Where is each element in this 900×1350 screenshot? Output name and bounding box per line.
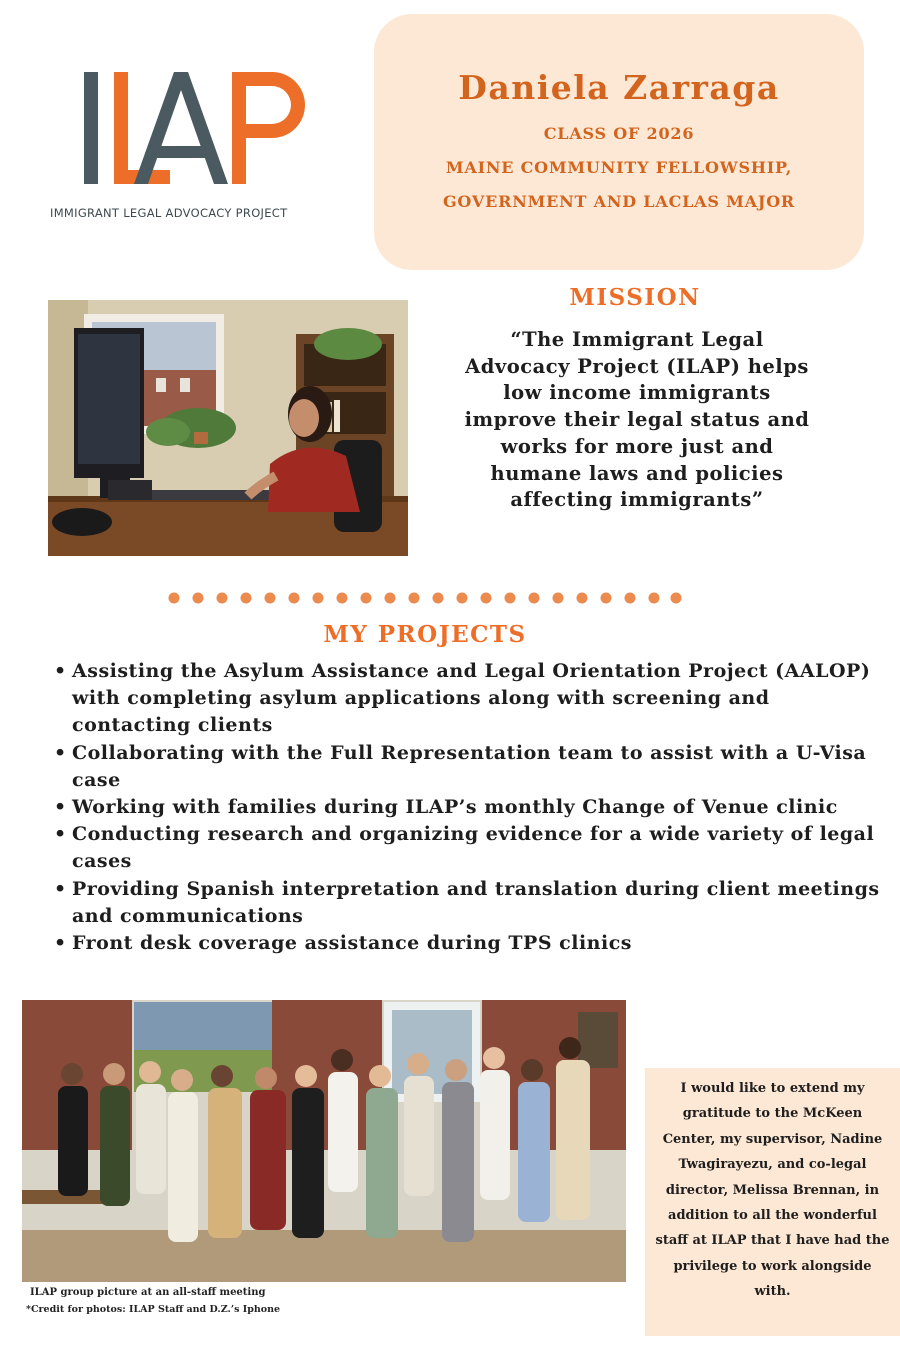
- project-item: • Conducting research and organizing evidence for a wide variety of legal cases: [50, 821, 880, 875]
- group-photo: [22, 1000, 626, 1282]
- project-item: • Collaborating with the Full Representation team to assist with a U-Visa case: [50, 740, 880, 794]
- projects-heading: MY PROJECTS: [323, 621, 527, 648]
- logo-subtitle: IMMIGRANT LEGAL ADVOCACY PROJECT: [50, 206, 288, 220]
- mission-heading: MISSION: [569, 284, 701, 311]
- dotted-divider: [166, 591, 686, 605]
- name-card: [374, 14, 864, 270]
- class-year: CLASS OF 2026: [543, 124, 695, 143]
- project-item: • Working with families during ILAP’s monthly Change of Venue clinic: [50, 794, 880, 821]
- major: GOVERNMENT AND LACLAS MAJOR: [442, 192, 796, 211]
- group-photo-illustration: [22, 1000, 626, 1282]
- student-name: Daniela Zarraga: [458, 68, 780, 107]
- ilap-logo: [46, 60, 336, 230]
- project-item: • Providing Spanish interpretation and translation during client meetings and communications: [50, 876, 880, 930]
- photo-credit: *Credit for photos: ILAP Staff and D.Z.’s Iphone: [26, 1304, 281, 1315]
- fellowship: MAINE COMMUNITY FELLOWSHIP,: [445, 158, 793, 177]
- projects-list: [50, 658, 880, 957]
- project-item: • Assisting the Asylum Assistance and Legal Orientation Project (AALOP) with completing asylum applications along with screening and contacting clients: [50, 658, 880, 740]
- office-photo: [48, 300, 408, 556]
- project-item: • Front desk coverage assistance during TPS clinics: [50, 930, 880, 957]
- photo-caption: ILAP group picture at an all-staff meeting: [30, 1287, 266, 1298]
- gratitude-note: I would like to extend my gratitude to the McKeen Center, my supervisor, Nadine Twagirayezu, and co-legal director, Melissa Brennan, in addition to all the wonderful staff at ILAP that I have had the privilege to work alongside with.: [645, 1068, 900, 1336]
- office-photo-illustration: [48, 300, 408, 556]
- mission-statement: “The Immigrant Legal Advocacy Project (ILAP) helps low income immigrants improve their legal status and works for more just and humane laws and policies affecting immigrants”: [464, 328, 810, 512]
- ilap-logo-mark: [82, 60, 312, 190]
